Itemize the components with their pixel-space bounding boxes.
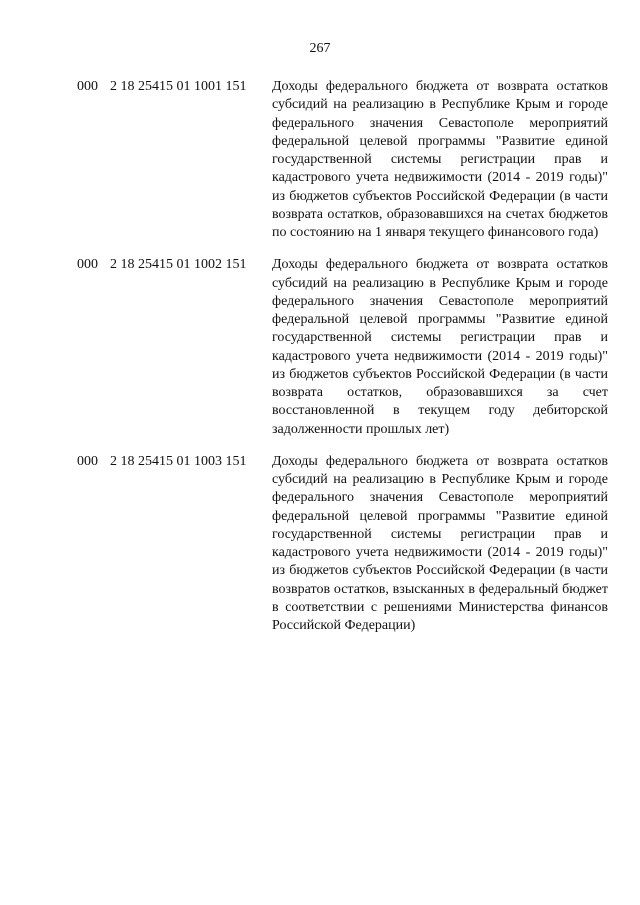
income-code: 2 18 25415 01 1003 151 <box>110 453 247 469</box>
income-code: 2 18 25415 01 1002 151 <box>110 257 247 273</box>
admin-code: 000 <box>77 453 98 469</box>
page-number: 267 <box>309 41 331 56</box>
admin-code: 000 <box>77 79 98 94</box>
income-description: Доходы федерального бюджета от возврата остатков субсидий на реализацию в Республике Крым и городе федерального значения Севастополе мероприятий федеральной целевой программы "Развитие единой государственной системы регистрации прав и кадастрового учета недвижимости (2014 - 2019 годы)" из бюджетов субъектов Российской Федерации (в части возврата остатков, образовавшихся за счет восстановленной в текущем году дебиторской задолженности прошлых лет) <box>272 257 608 437</box>
admin-code: 000 <box>77 257 98 273</box>
income-code: 2 18 25415 01 1001 151 <box>110 79 247 94</box>
table-row <box>0 256 640 439</box>
income-description: Доходы федерального бюджета от возврата остатков субсидий на реализацию в Республике Крым и городе федерального значения Севастополе мероприятий федеральной целевой программы "Развитие единой государственной системы регистрации прав и кадастрового учета недвижимости (2014 - 2019 годы)" из бюджетов субъектов Российской Федерации (в части возвратов остатков, взысканных в федеральный бюджет в соответствии с решениями Министерства финансов Российской Федерации) <box>272 453 608 633</box>
income-description: Доходы федерального бюджета от возврата остатков субсидий на реализацию в Республике Крым и городе федерального значения Севастополе мероприятий федеральной целевой программы "Развитие единой государственной системы регистрации прав и кадастрового учета недвижимости (2014 - 2019 годы)" из бюджетов субъектов Российской Федерации (в части возврата остатков, образовавшихся на счетах бюджетов по состоянию на 1 января текущего финансового года) <box>272 79 608 240</box>
table-row <box>0 78 640 242</box>
income-codes-table <box>0 78 640 649</box>
table-row <box>0 453 640 636</box>
